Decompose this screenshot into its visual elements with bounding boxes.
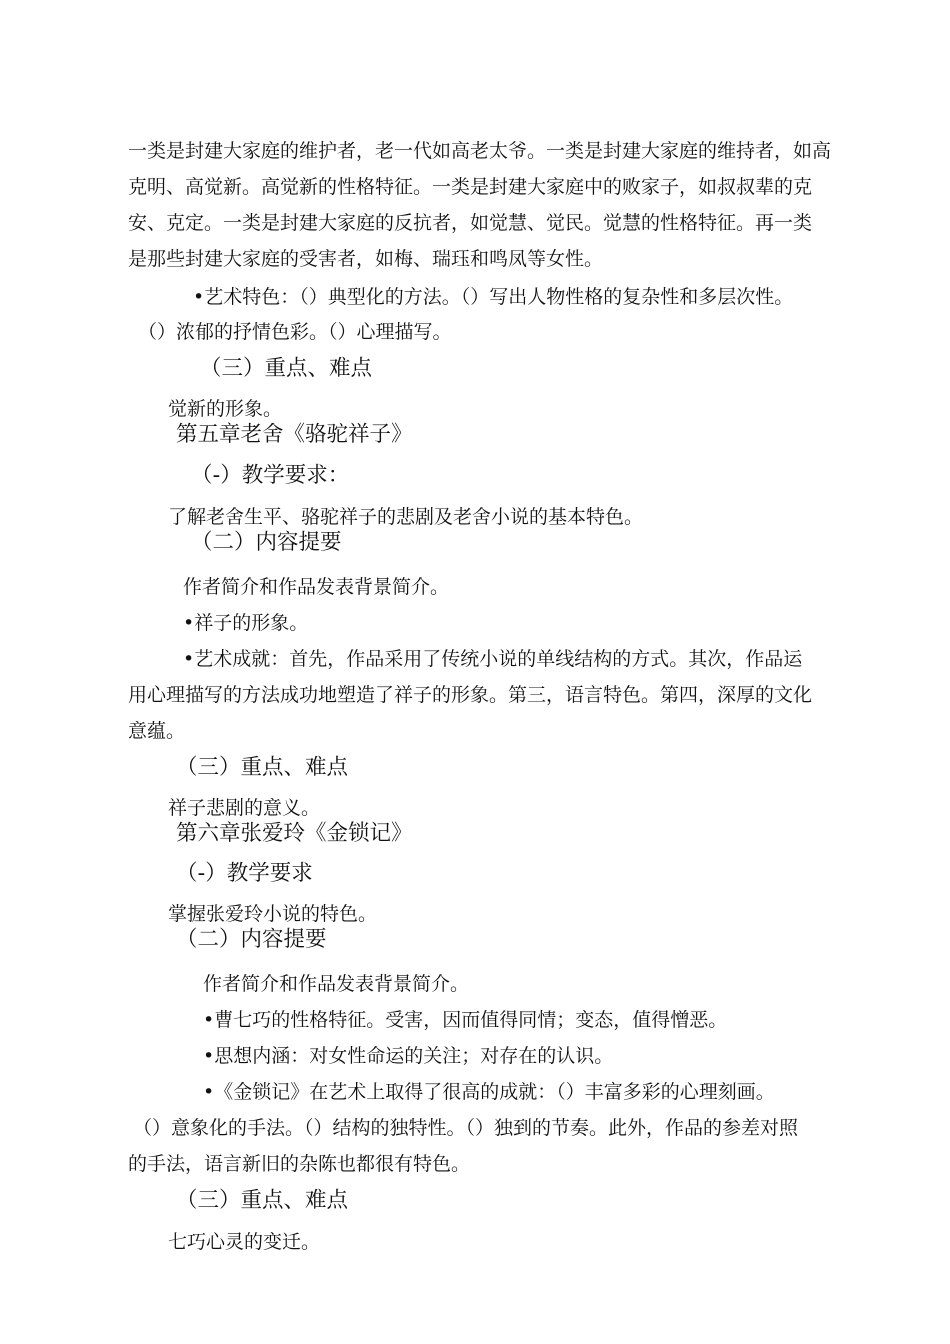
ch6-title: 第六章张爱玲《金锁记》: [176, 821, 413, 846]
family-paragraph-line-3: 安、克定。一类是封建大家庭的反抗者，如觉慧、觉民。觉慧的性格特征。再一类: [128, 212, 813, 234]
ch6-key-text: 七巧心灵的变迁。: [168, 1231, 321, 1253]
ch5-title: 第五章老舍《骆驼祥子》: [176, 422, 413, 447]
family-paragraph-line-1: 一类是封建大家庭的维护者，老一代如高老太爷。一类是封建大家庭的维持者，如高: [128, 140, 832, 162]
ch5-requirements-text: 了解老舍生平、骆驼祥子的悲剧及老舍小说的基本特色。: [168, 506, 644, 528]
ch6-requirements-text: 掌握张爱玲小说的特色。: [168, 903, 378, 925]
ch6-content-line-2: •曹七巧的性格特征。受害，因而值得同情；变态，值得憎恶。: [203, 1009, 728, 1031]
ch6-art-line-1: •《金锁记》在艺术上取得了很高的成就：（）丰富多彩的心理刻画。: [203, 1081, 775, 1103]
ch5-requirements-heading: （-）教学要求：: [191, 463, 350, 488]
ch6-content-line-3: •思想内涵：对女性命运的关注；对存在的认识。: [203, 1045, 614, 1067]
ch5-key-heading: （三）重点、难点: [176, 755, 349, 780]
ch6-content-heading: （二）内容提要: [176, 927, 327, 952]
ch4-key-heading: （三）重点、难点: [200, 356, 373, 381]
art-features-line-2: （）浓郁的抒情色彩。（）心理描写。: [138, 321, 452, 343]
ch5-art-achievement-line-3: 意蕴。: [128, 720, 186, 742]
ch6-key-heading: （三）重点、难点: [176, 1188, 349, 1213]
ch6-content-line-1: 作者简介和作品发表背景简介。: [203, 973, 470, 995]
ch6-art-line-2: （）意象化的手法。（）结构的独特性。（）独到的节奏。此外，作品的参差对照: [133, 1117, 799, 1139]
ch5-art-achievement-line-1: •艺术成就：首先，作品采用了传统小说的单线结构的方式。其次，作品运: [183, 648, 803, 670]
ch5-content-heading: （二）内容提要: [191, 530, 342, 555]
ch5-key-text: 祥子悲剧的意义。: [168, 797, 321, 819]
ch6-requirements-heading: （-）教学要求: [176, 861, 313, 886]
family-paragraph-line-2: 克明、高觉新。高觉新的性格特征。一类是封建大家庭中的败家子，如叔叔辈的克: [128, 176, 813, 198]
ch5-art-achievement-line-2: 用心理描写的方法成功地塑造了祥子的形象。第三，语言特色。第四，深厚的文化: [128, 684, 813, 706]
ch5-content-line-1: 作者简介和作品发表背景简介。: [183, 576, 450, 598]
ch4-key-text: 觉新的形象。: [168, 398, 283, 420]
family-paragraph-line-4: 是那些封建大家庭的受害者，如梅、瑞珏和鸣凤等女性。: [128, 248, 604, 270]
art-features-line-1: •艺术特色：（）典型化的方法。（）写出人物性格的复杂性和多层次性。: [193, 286, 794, 308]
ch5-content-line-2: •祥子的形象。: [183, 612, 309, 634]
ch6-art-line-3: 的手法，语言新旧的杂陈也都很有特色。: [128, 1153, 471, 1175]
